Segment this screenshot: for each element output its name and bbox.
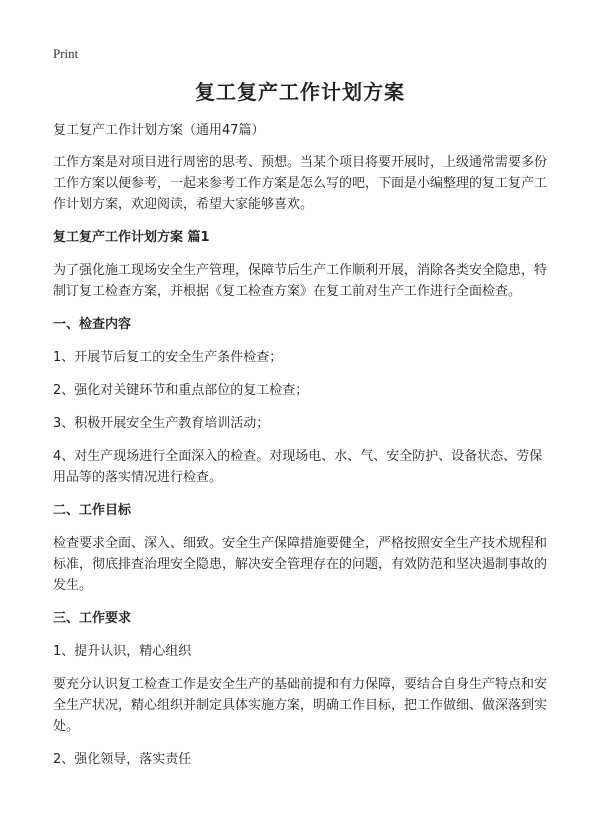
list-item: 2、强化对关键环节和重点部位的复工检查；: [53, 383, 309, 398]
list-item: 4、对生产现场进行全面深入的检查。对现场电、水、气、安全防护、设备状态、劳保用品等的落实情况进行检查。: [53, 449, 543, 485]
document-title: 复工复产工作计划方案: [195, 80, 405, 104]
part3-item2-title: 2、强化领导，落实责任: [53, 752, 192, 767]
document-body: [53, 120, 553, 782]
part3-item1-paragraph: 要充分认识复工检查工作是安全生产的基础前提和有力保障，要结合自身生产特点和安全生产状况，精心组织并制定具体实施方案，明确工作目标，把工作做细、做深落到实处。: [53, 677, 548, 734]
part1-heading: 一、检查内容: [53, 317, 132, 332]
document-subtitle: 复工复产工作计划方案（通用47篇）: [53, 123, 265, 138]
part2-heading: 二、工作目标: [53, 503, 132, 518]
section-heading: 复工复产工作计划方案 篇1: [53, 230, 210, 245]
print-link[interactable]: Print: [53, 46, 79, 61]
part2-paragraph: 检查要求全面、深入、细致。安全生产保障措施要健全，严格按照安全生产技术规程和标准，彻底排查治理安全隐患，解决安全管理存在的问题，有效防范和坚决遏制事故的发生。: [53, 536, 548, 593]
section-intro-paragraph: 为了强化施工现场安全生产管理，保障节后生产工作顺利开展，消除各类安全隐患，特制订复工检查方案，并根据《复工检查方案》在复工前对生产工作进行全面检查。: [53, 263, 548, 299]
part3-item1-title: 1、提升认识，精心组织: [53, 644, 192, 659]
intro-paragraph: 工作方案是对项目进行周密的思考、预想。当某个项目将要开展时，上级通常需要多份工作方案以便参考，一起来参考工作方案是怎么写的吧，下面是小编整理的复工复产工作计划方案，欢迎阅读，希望大家能够喜欢。: [53, 155, 548, 212]
list-item: 3、积极开展安全生产教育培训活动；: [53, 416, 270, 431]
list-item: 1、开展节后复工的安全生产条件检查；: [53, 350, 283, 365]
part3-heading: 三、工作要求: [53, 611, 132, 626]
